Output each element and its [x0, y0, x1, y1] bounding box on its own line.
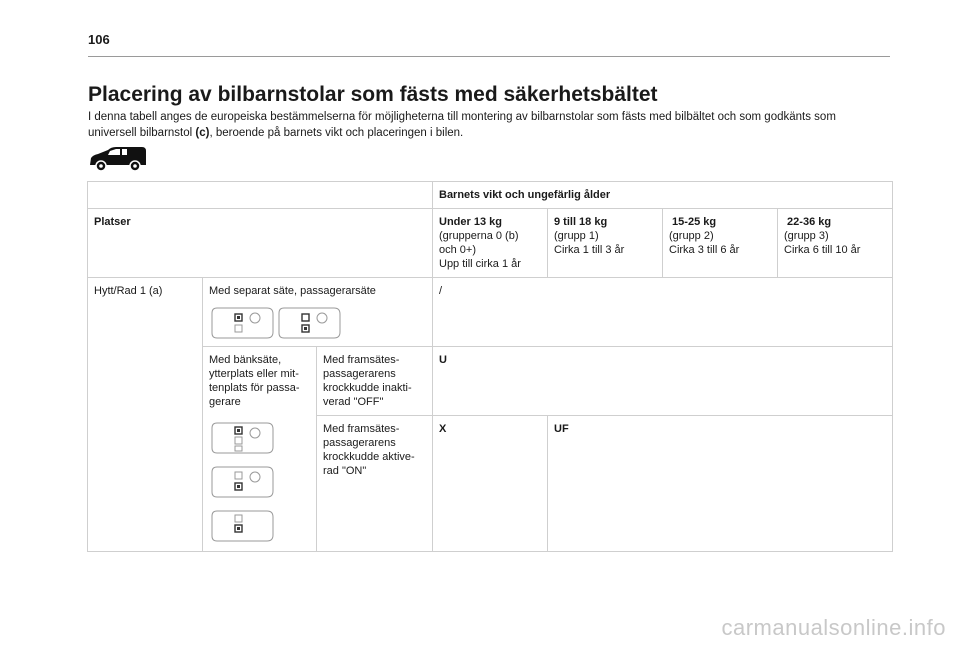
airbag-on-line: Med framsätes-: [323, 423, 400, 435]
weight-title: 22-36 kg: [784, 216, 832, 228]
separate-seat-label: Med separat säte, passagerarsäte: [209, 285, 376, 297]
watermark: carmanualsonline.info: [721, 615, 946, 640]
airbag-off-line: passagerarens: [323, 368, 396, 380]
airbag-on-cell: [317, 416, 433, 552]
seat-diagram-icon: [209, 306, 343, 340]
airbag-off-line: krockkudde inakti-: [323, 382, 412, 394]
airbag-on-value-2: UF: [548, 416, 893, 552]
weight-line: (grupperna 0 (b): [439, 230, 519, 242]
bench-diagram-icon: [209, 421, 275, 545]
weight-line: (grupp 3): [784, 230, 829, 242]
bench-label-line: ytterplats eller mit-: [209, 368, 299, 380]
intro-paragraph: [88, 109, 878, 141]
van-icon: [88, 144, 148, 174]
airbag-off-line: Med framsätes-: [323, 354, 400, 366]
airbag-off-cell: [317, 347, 433, 416]
bench-label-line: gerare: [209, 396, 241, 408]
intro-ref: (c): [195, 127, 210, 139]
weight-title: Under 13 kg: [439, 216, 502, 228]
intro-text: I denna tabell anges de europeiska bestämmelserna för möjligheterna till montering av bilbarnstolar som fästs med bilbältet och som godkänts som universell bilbarnstol: [88, 111, 836, 139]
separate-seat-value: /: [433, 278, 893, 347]
empty-cell: [88, 182, 433, 209]
weight-col-1: [433, 209, 548, 278]
page-title: Placering av bilbarnstolar som fästs med säkerhetsbältet: [88, 83, 658, 106]
bench-seat-cell: [203, 347, 317, 552]
weight-line: Cirka 3 till 6 år: [669, 244, 740, 256]
weight-line: Cirka 1 till 3 år: [554, 244, 625, 256]
child-seat-table: [87, 181, 893, 552]
weight-line: (grupp 1): [554, 230, 599, 242]
row-group-label: Hytt/Rad 1 (a): [88, 278, 203, 552]
separate-seat-cell: [203, 278, 433, 347]
intro-text-end: , beroende på barnets vikt och placeringen i bilen.: [209, 127, 464, 139]
bench-label-line: tenplats för passa-: [209, 382, 300, 394]
weight-title: 15-25 kg: [669, 216, 717, 228]
weight-col-2: [548, 209, 663, 278]
weight-line: (grupp 2): [669, 230, 714, 242]
airbag-on-line: krockkudde aktive-: [323, 451, 415, 463]
weight-line: Cirka 6 till 10 år: [784, 244, 861, 256]
airbag-off-line: verad "OFF": [323, 396, 384, 408]
bench-label-line: Med bänksäte,: [209, 354, 282, 366]
airbag-on-line: passagerarens: [323, 437, 396, 449]
page-number: 106: [88, 32, 110, 47]
airbag-off-value: U: [433, 347, 893, 416]
weight-title: 9 till 18 kg: [554, 216, 608, 228]
airbag-on-value-1: X: [433, 416, 548, 552]
weight-line: och 0+): [439, 244, 476, 256]
weight-col-3: [663, 209, 778, 278]
weight-line: Upp till cirka 1 år: [439, 258, 521, 270]
weight-group-header: Barnets vikt och ungefärlig ålder: [433, 182, 893, 209]
top-divider: [88, 56, 890, 57]
airbag-on-line: rad "ON": [323, 465, 367, 477]
places-header: Platser: [88, 209, 433, 278]
weight-col-4: [778, 209, 893, 278]
